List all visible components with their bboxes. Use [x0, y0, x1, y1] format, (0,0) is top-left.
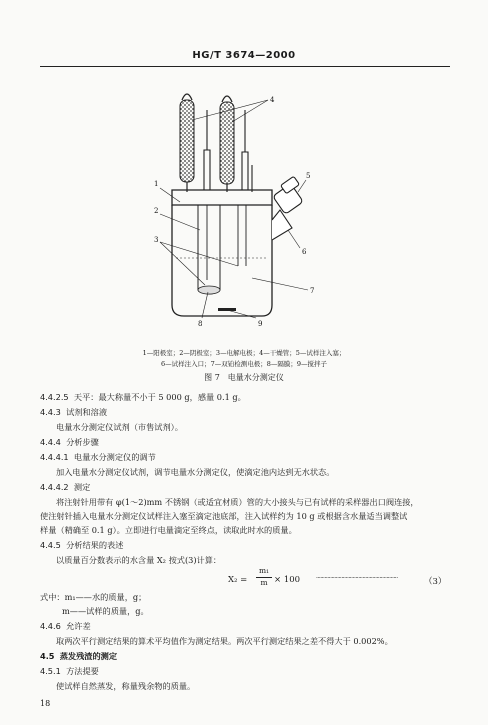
figure-title: 图 7 电量水分测定仪: [204, 373, 284, 382]
heading-4-4-4-1: 4.4.4.1 电量水分测定仪的调节: [40, 452, 156, 462]
drying-tube-left: [180, 94, 194, 192]
tolerance-text: 取两次平行测定结果的算术平均值作为测定结果。两次平行测定结果之差不得大于 0.002%。: [56, 636, 393, 646]
evaporation-text: 使试样自然蒸发，称量残余物的质量。: [56, 681, 196, 691]
heading-4-4-4: 4.4.4 分析步骤: [40, 437, 99, 447]
clause-4-4-2-5: 4.4.2.5 天平：最大称量不小于 5 000 g，感量 0.1 g。: [40, 392, 246, 402]
result-intro-text: 以质量百分数表示的水含量 X₂ 按式(3)计算：: [56, 555, 222, 565]
callout-1: 1: [154, 180, 159, 188]
callout-8: 8: [198, 320, 203, 328]
page-header: HG/T 3674—2000: [192, 50, 296, 61]
measure-text-2: 使注射针插入电量水分测定仪试样注入塞至滴定池底部，注入试样约为 10 g 或根据含水量适当调整试: [40, 511, 408, 521]
heading-4-4-5: 4.4.5 分析结果的表述: [40, 540, 124, 550]
heading-4-5: 4.5 蒸发残渣的测定: [40, 651, 118, 661]
coulometric-titrator-figure: [120, 80, 360, 342]
callout-4: 4: [270, 96, 275, 104]
titration-cell: [172, 190, 272, 316]
where-line-1: 式中：m₁——水的质量，g；: [40, 592, 147, 602]
adjust-text: 加入电量水分测定仪试剂，调节电量水分测定仪，使滴定池内达到无水状态。: [56, 467, 335, 477]
heading-4-4-4-2: 4.4.4.2 测定: [40, 482, 91, 492]
figure-legend-line-2: 6—试样注入口；7—双铂检测电极；8—隔膜；9—搅拌子: [160, 360, 328, 368]
callout-6: 6: [302, 248, 307, 256]
heading-4-5-1: 4.5.1 方法提要: [40, 666, 99, 676]
measure-text-1: 将注射针用带有 φ(1～2)mm 不锈钢（或适宜材质）管的大小接头与已有试样的采样器出口阀连接，: [56, 497, 419, 507]
heading-4-4-3: 4.4.3 试剂和溶液: [40, 407, 108, 417]
callout-5: 5: [306, 172, 311, 180]
where-line-2: m——试样的质量，g。: [62, 606, 149, 616]
measure-text-3: 样量（精确至 0.1 g）。立即进行电量滴定至终点，读取此时水的质量。: [40, 525, 297, 535]
page-number: 18: [40, 699, 51, 708]
drying-tube-right: [220, 96, 234, 192]
callout-7: 7: [310, 287, 315, 295]
heading-4-4-6: 4.4.6 允许差: [40, 621, 91, 631]
reagent-text: 电量水分测定仪试剂（市售试剂）。: [56, 422, 183, 432]
header-rule: [40, 66, 450, 67]
figure-legend-line-1: 1—阳极室；2—阴极室；3—电解电极；4—干燥管；5—试样注入塞；: [142, 349, 346, 357]
callout-9: 9: [258, 320, 263, 328]
sample-injection-port: [272, 176, 303, 240]
callout-2: 2: [154, 207, 159, 215]
callout-3: 3: [154, 236, 159, 244]
